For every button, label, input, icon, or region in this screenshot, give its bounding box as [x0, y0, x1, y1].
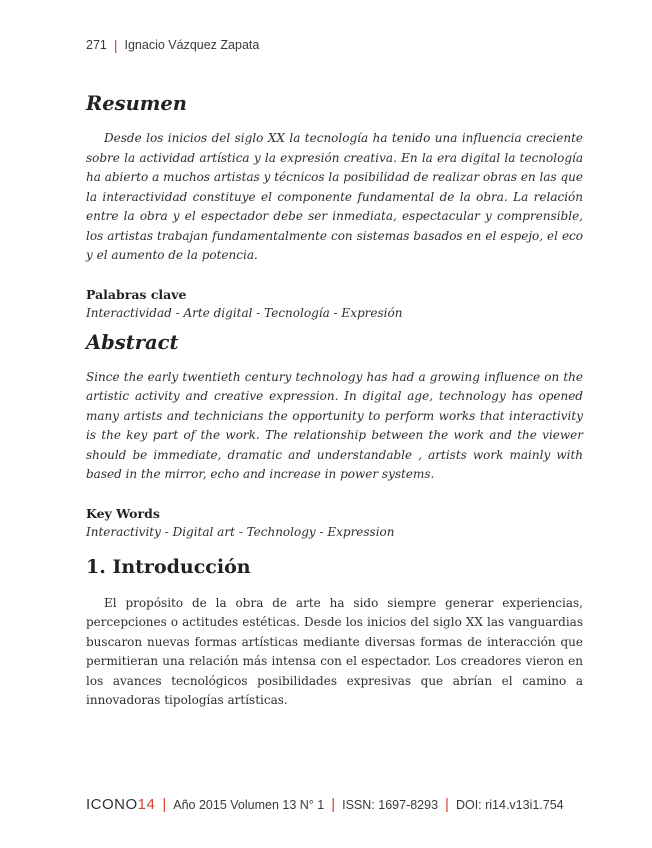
resumen-title: Resumen — [86, 92, 187, 115]
article-content — [86, 92, 583, 711]
key-words-list: Interactivity - Digital art - Technology - Expression — [86, 524, 395, 539]
journal-logo — [86, 796, 155, 813]
logo-number: 14 — [137, 796, 156, 813]
running-header — [86, 37, 259, 53]
palabras-clave-list: Interactividad - Arte digital - Tecnología - Expresión — [86, 305, 403, 320]
abstract-title: Abstract — [86, 330, 179, 354]
doi-info: DOI: ri14.v13i1.754 — [455, 797, 564, 812]
footer-separator: | — [331, 796, 336, 813]
logo-text: ICONO — [86, 796, 138, 813]
introduction-body: El propósito de la obra de arte ha sido siempre generar experiencias, percepciones o actitudes estéticas. Desde los inicios del siglo XX las vanguardias buscaron nuevas formas artísticas mediante diversas formas de interacción que permitieran una relación más intensa con el espectador. Los creadores vieron en los avances tecnológicos posibilidades expresivas que abrían el camino a innovadoras tipologías artísticas. — [86, 595, 583, 707]
issn-info: ISSN: 1697-8293 — [342, 797, 439, 812]
page-number: 271 — [86, 38, 107, 52]
palabras-clave-title: Palabras clave — [86, 286, 187, 302]
footer-separator: | — [162, 796, 167, 813]
header-separator: | — [113, 37, 118, 53]
abstract-body: Since the early twentieth century technology has had a growing influence on the artistic activity and creative expression. In digital age, technology has opened many artists and technicians the opportunity to perform works that interactivity is the key part of the work. The relationship between the work and the viewer should be immediate, dramatic and understandable , artists work mainly with based in the mirror, echo and increase in power systems. — [86, 369, 583, 481]
key-words-title: Key Words — [86, 505, 160, 521]
issue-info: Año 2015 Volumen 13 N° 1 — [173, 797, 325, 812]
page-footer — [86, 796, 564, 813]
introduction-title: 1. Introducción — [86, 555, 251, 578]
footer-separator: | — [445, 796, 449, 813]
author-name: Ignacio Vázquez Zapata — [124, 38, 260, 52]
resumen-body: Desde los inicios del siglo XX la tecnología ha tenido una influencia creciente sobre la actividad artística y la expresión creativa. En la era digital la tecnología ha abierto a muchos artistas y técnicos la posibilidad de realizar obras en las que la interactividad constituye el componente fundamental de la obra. La relación entre la obra y el espectador debe ser inmediata, espectacular y comprensible, los artistas trabajan fundamentalmente con sistemas basados en el espejo, el eco y el aumento de la potencia. — [86, 131, 583, 262]
